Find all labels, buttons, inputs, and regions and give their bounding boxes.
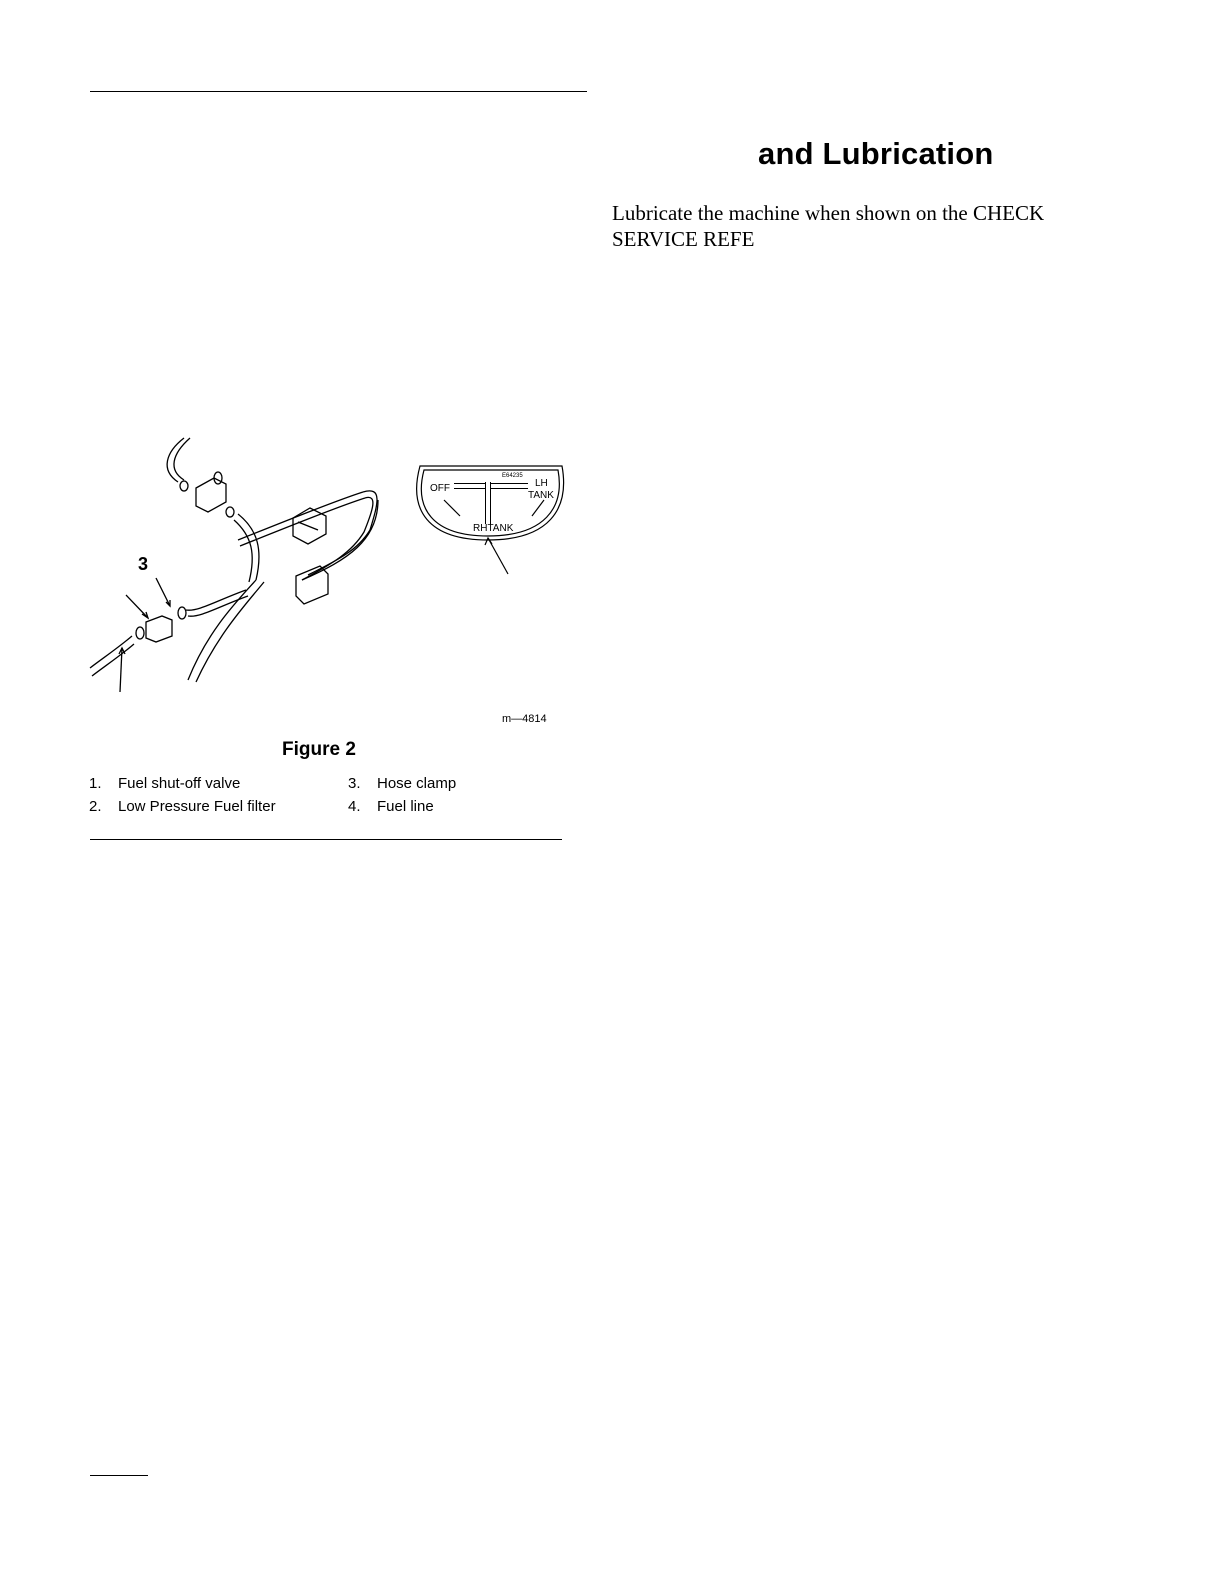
legend-text: Hose clamp (377, 775, 457, 792)
legend-num: 3. (348, 775, 361, 792)
decal-lh-label: LH (535, 478, 548, 489)
legend-text: Fuel line (377, 798, 434, 815)
legend-text: Fuel shut-off valve (118, 775, 241, 792)
section-heading: and Lubrication (758, 136, 994, 171)
decal-code: E64235 (502, 473, 523, 479)
fuel-system-figure (88, 430, 568, 730)
drawing-id: m—4814 (502, 713, 547, 725)
lubrication-paragraph: Lubricate the machine when shown on the CHECK SERVICE REFE (612, 201, 1045, 251)
legend-num: 1. (89, 775, 102, 792)
decal-tank-label: TANK (528, 490, 554, 501)
decal-off-label: OFF (430, 483, 450, 494)
figure-bottom-rule (90, 839, 562, 840)
decal-rhtank-label: RHTANK (473, 523, 514, 534)
fuel-system-drawing (88, 430, 568, 730)
top-rule (90, 91, 587, 92)
callout-3: 3 (138, 554, 149, 574)
legend-num: 2. (89, 798, 102, 815)
figure-caption: Figure 2 (282, 739, 356, 760)
legend-text: Low Pressure Fuel filter (118, 798, 276, 815)
footer-rule (90, 1475, 148, 1476)
legend-num: 4. (348, 798, 361, 815)
